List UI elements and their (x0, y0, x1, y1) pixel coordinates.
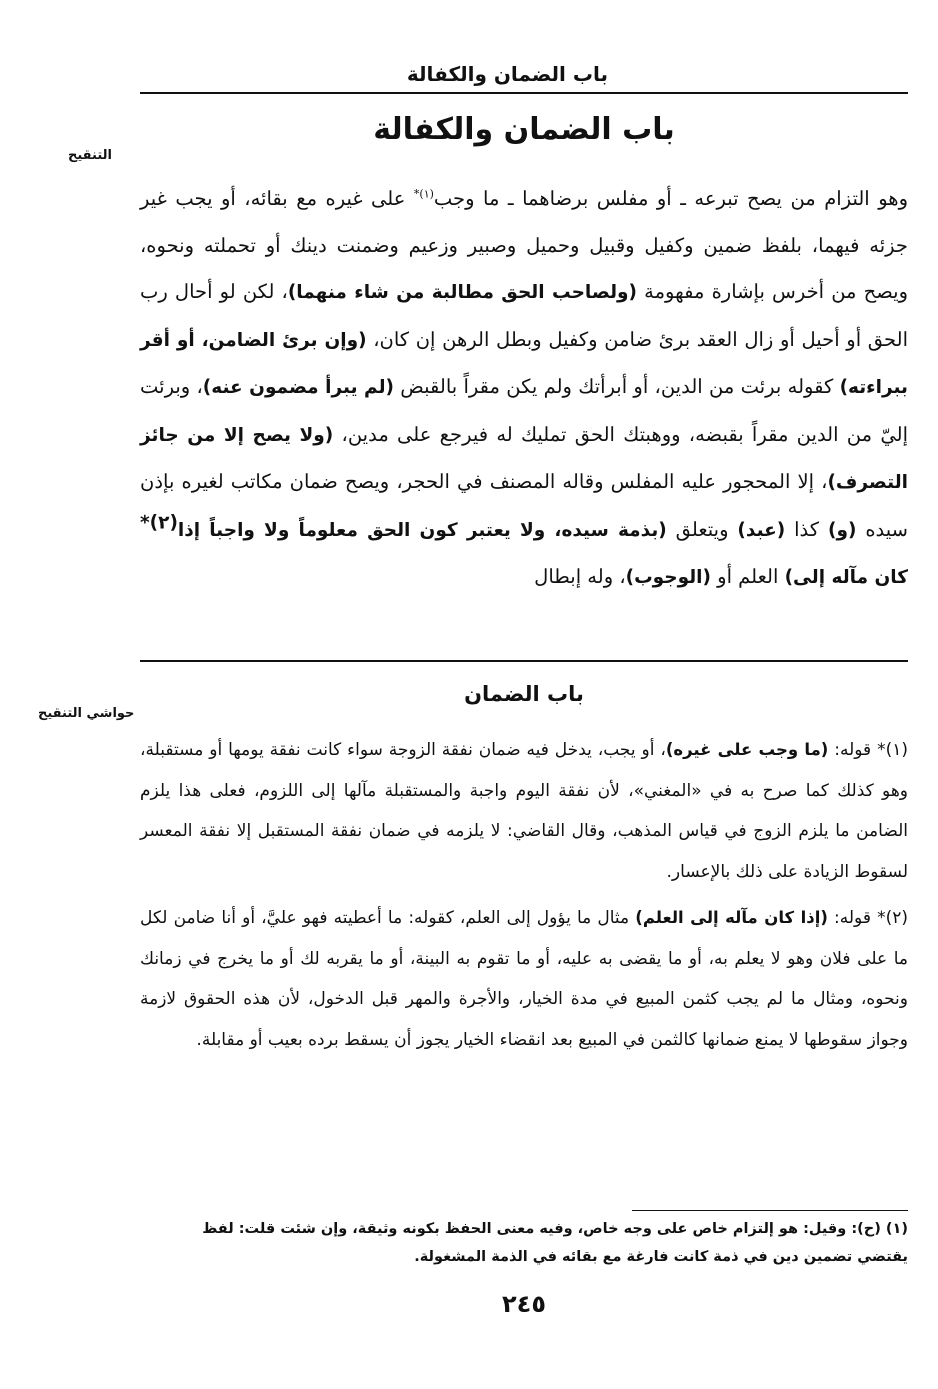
commentary-title: باب الضمان (464, 682, 584, 706)
main-text-run: العلم أو (710, 565, 785, 588)
note-quote: (ما وجب على غيره) (665, 740, 829, 759)
running-header (140, 58, 908, 94)
main-text-run: ، وبرئت إليّ من الدين مقراً بقبضه، ووهبتك الحق تمليك له فيرجع على مدين، (140, 375, 908, 446)
running-header-title: باب الضمان والكفالة (406, 62, 608, 86)
footnote (140, 1215, 908, 1271)
chapter-title: باب الضمان والكفالة (373, 112, 675, 147)
main-text (140, 176, 908, 602)
matn-quote: (الوجوب) (625, 567, 711, 588)
main-text-run: ، إلا المحجور عليه المفلس وقاله المصنف في الحجر، ويصح ضمان مكاتب لغيره بإذن سيده (140, 470, 908, 541)
note-quote: (إذا كان مآله إلى العلم) (635, 908, 828, 927)
matn-quote: كان مآله إلى) (784, 567, 908, 588)
main-paragraph (140, 176, 908, 602)
matn-quote: (ولا يصح إلا من جائز التصرف) (140, 424, 908, 493)
main-text-run: ويتعلق (666, 517, 738, 541)
main-text-run: ، وله إبطال (534, 565, 626, 588)
margin-label-commentary: حواشي التنقيح (38, 706, 135, 721)
margin-label-main: التنقيح (68, 148, 112, 163)
note-text: مثال ما يؤول إلى العلم، كقوله: ما أعطيته فهو عليَّ، أو أنا ضامن لكل ما على فلان وهو لا يعلم به، أو ما يقضى به عليه، أو ما تقوم به البينة، أو ما يقربه لك أو ما يخرج في زمانك ونحوه، ومثال ما لم يجب كثمن المبيع في مدة الخيار، والأجرة والمهر قبل الدخول، لأن هذه الحقوق لازمة وجواز سقوطها لا يمنع ضمانها كالثمن في المبيع بعد انقضاء الخيار يجوز أن يسقط برده بعيب أو مقابلة. (140, 908, 908, 1050)
main-text-run: كذا (785, 517, 828, 541)
commentary-note-1 (140, 730, 908, 892)
note-number: (٢)* قوله: (827, 908, 908, 928)
footnote-line: (١) (ح): وقيل: هو إلتزام خاص على وجه خاص، وفيه معنى الحفظ بكونه وثيقة، وإن شئت قلت: لفظ (202, 1221, 908, 1237)
section-divider (140, 660, 908, 662)
footnote-marker: (٢)* (140, 512, 178, 533)
page-number: ٢٤٥ (502, 1290, 546, 1318)
commentary-text (140, 730, 908, 1066)
footnote-line: يقتضي تضمين دين في ذمة كانت فارغة مع بقائه في الذمة المشغولة. (414, 1249, 908, 1265)
main-text-run: وهو التزام من يصح تبرعه ـ أو مفلس برضاهما ـ ما وجب (433, 187, 908, 210)
matn-quote: (و) (827, 519, 857, 541)
matn-quote: (بذمة سيده، ولا يعتبر كون الحق معلوماً ولا واجباً إذا (177, 519, 667, 541)
note-text: ، أو يجب، يدخل فيه ضمان نفقة الزوجة سواء كانت نفقة يومها أو مستقبلة، وهو كذلك كما صرح به في «المغني»، لأن نفقة اليوم واجبة والمستقبلة مآلها إلى اللزوم، فعلى هذا يلزم الضامن ما يلزم الزوج في قياس المذهب، وقال القاضي: لا يلزمه في ضمان نفقة المستقبل إلا نفقة المعسر لسقوط الزيادة على ذلك بالإعسار. (140, 740, 908, 882)
main-text-run: كقوله برئت من الدين، أو أبرأتك ولم يكن مقراً بالقبض (393, 375, 840, 398)
footnote-rule (632, 1210, 908, 1211)
matn-quote: (لم يبرأ مضمون عنه) (202, 377, 394, 398)
main-text-run: ، لكن لو أحال رب الحق أو أحيل أو زال العقد برئ ضامن وكفيل وبطل الرهن إن كان، (140, 280, 909, 351)
commentary-note-2 (140, 898, 908, 1060)
matn-quote: (ولصاحب الحق مطالبة من شاء منهما) (287, 282, 637, 303)
footnote-marker: (١)* (413, 187, 434, 201)
matn-quote: (وإن برئ الضامن، أو أقر ببراءته) (140, 329, 908, 398)
note-number: (١)* قوله: (828, 740, 908, 760)
main-text-run: على غيره مع بقائه، أو يجب غير جزئه فيهما، بلفظ ضمين وكفيل وقبيل وحميل وصبير وزعيم وضمنت دينك أو تحملته ونحوه، ويصح من أخرس بإشارة مفهومة (140, 187, 908, 303)
matn-quote: (عبد) (737, 519, 786, 541)
